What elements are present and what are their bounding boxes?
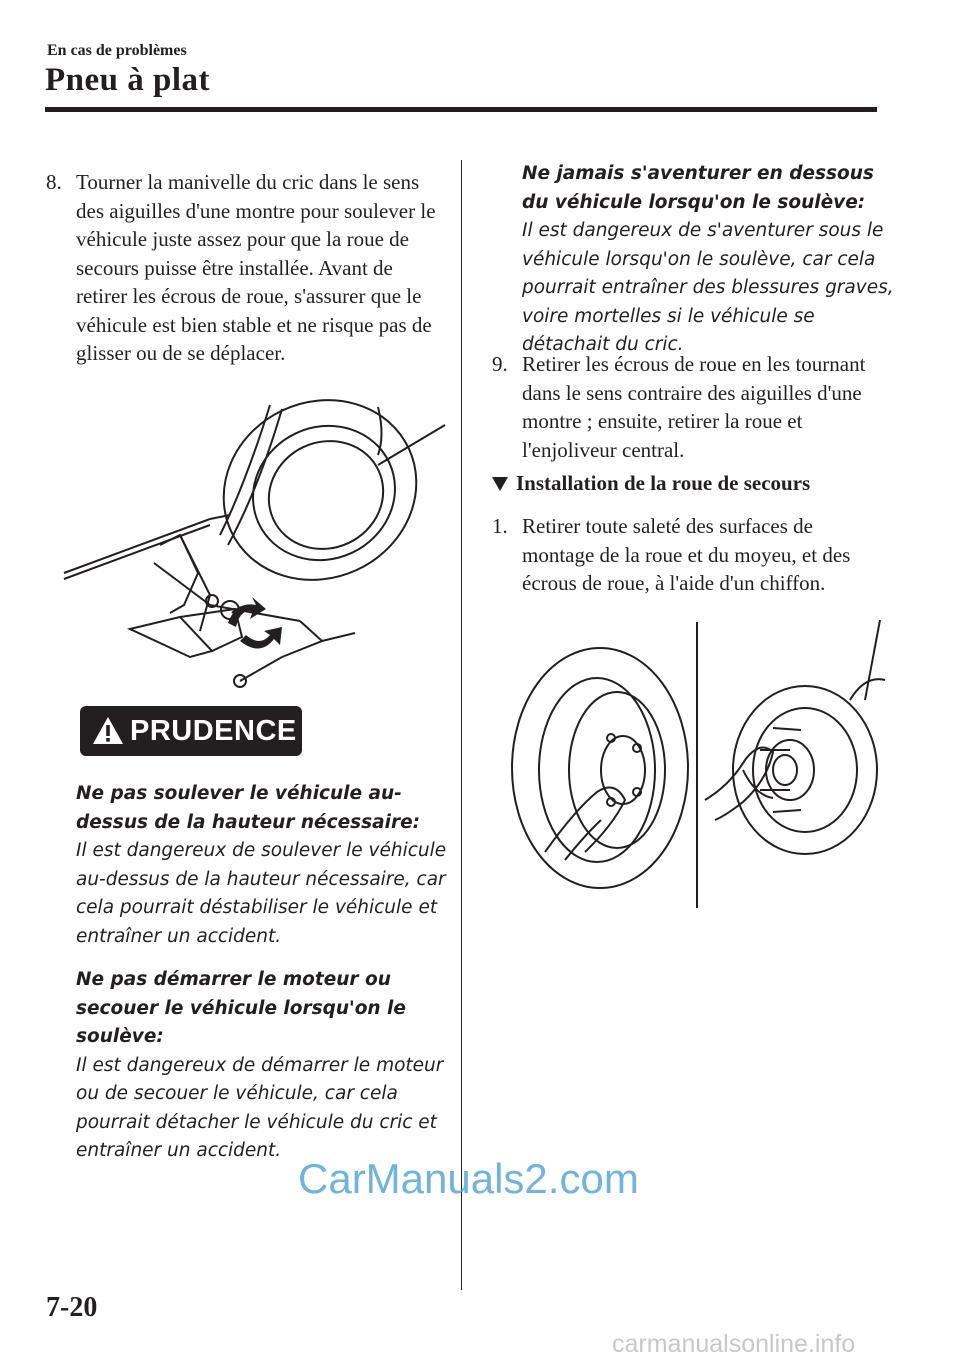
warning-icon: [92, 715, 124, 747]
section-label: En cas de problèmes: [47, 42, 187, 59]
cleaning-hub-illustration: [505, 620, 890, 910]
step-8: [46, 168, 441, 368]
step-1: [492, 512, 882, 598]
caution-body: Il est dangereux de s'aventurer sous le véhicule lorsqu'on le soulève, car cela pourrait entraîner des blessures graves, voire mortelles si le véhicule se détachait du cric.: [522, 220, 894, 355]
caution-body: Il est dangereux de soulever le véhicule au-dessus de la hauteur nécessaire, car cela pourrait déstabiliser le véhicule et entraîner un accident.: [76, 840, 447, 947]
caution-badge-label: PRUDENCE: [130, 715, 297, 747]
caution-heading: Ne jamais s'aventurer en dessous du véhicule lorsqu'on le soulève:: [522, 163, 874, 213]
step-number: 8.: [46, 170, 62, 194]
title-rule: [45, 107, 877, 112]
watermark: CarManuals2.com: [298, 1155, 639, 1202]
caution-heading: Ne pas démarrer le moteur ou secouer le véhicule lorsqu'on le soulève:: [76, 969, 406, 1047]
step-number: 9.: [492, 352, 508, 376]
step-9: [492, 350, 882, 464]
caution-block-height: [76, 780, 448, 951]
triangle-down-icon: [492, 477, 508, 491]
column-divider: [461, 160, 462, 1290]
caution-block-underneath: [522, 160, 894, 360]
jack-lifting-illustration: [60, 395, 450, 695]
step-text: Tourner la manivelle du cric dans le sens des aiguilles d'une montre pour soulever le véhicule juste assez pour que la roue de secours puisse être installée. Avant de retirer les écrous de roue, s'assurer que le véhicule est bien stable et ne risque pas de glisser ou de se déplacer.: [76, 170, 436, 365]
subheading-spare-install: [492, 471, 810, 496]
page-number: 7-20: [46, 1292, 98, 1323]
subheading-text: Installation de la roue de secours: [516, 471, 811, 495]
caution-body: Il est dangereux de démarrer le moteur ou de secouer le véhicule, car cela pourrait détacher le véhicule du cric et entraîner un accident.: [76, 1054, 444, 1161]
step-number: 1.: [492, 514, 508, 538]
footer-site-watermark: carmanualsonline.info: [612, 1330, 856, 1358]
step-text: Retirer toute saleté des surfaces de montage de la roue et du moyeu, et des écrous de roue, à l'aide d'un chiffon.: [522, 514, 851, 595]
caution-heading: Ne pas soulever le véhicule au-dessus de la hauteur nécessaire:: [76, 783, 421, 833]
step-text: Retirer les écrous de roue en les tournant dans le sens contraire des aiguilles d'une montre ; ensuite, retirer la roue et l'enjoliveur central.: [522, 352, 866, 462]
page-title: Pneu à plat: [45, 62, 211, 98]
caution-block-engine: [76, 966, 448, 1166]
caution-badge: [80, 706, 302, 756]
